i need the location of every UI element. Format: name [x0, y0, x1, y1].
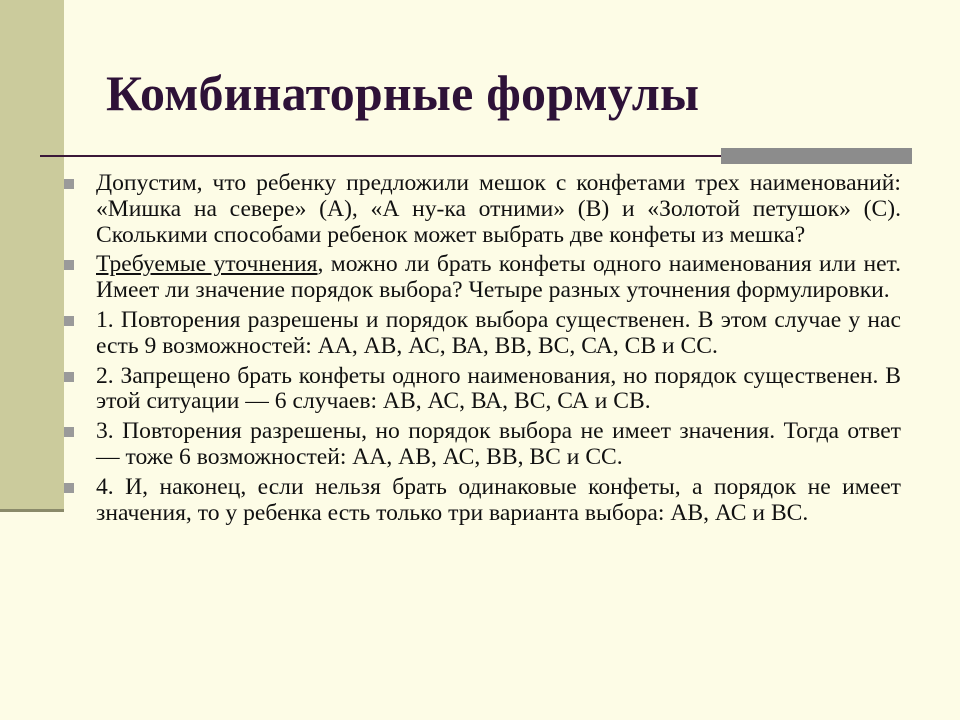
left-band-edge [0, 509, 64, 512]
square-bullet-icon [64, 260, 74, 270]
slide-title: Комбинаторные формулы [106, 65, 700, 121]
title-accent-bar [721, 148, 912, 164]
bullet-text: 3. Повторения разрешены, но порядок выбора не имеет значения. Тогда ответ — тоже 6 возможностей: АА, АВ, АС, ВВ, ВС и СС. [96, 418, 901, 470]
bullet-text: 4. И, наконец, если нельзя брать одинаковые конфеты, а порядок не имеет значения, то у ребенка есть только три варианта выбора: АВ, АС и ВС. [96, 473, 901, 526]
bullet-text: , можно ли брать конфеты одного наименования или нет. Имеет ли значение порядок выбора? Четыре разных уточнения формулировки. [96, 251, 901, 304]
bullet-item-case-4 [64, 475, 901, 527]
bullet-item-clarifications [64, 252, 901, 304]
square-bullet-icon [64, 316, 74, 326]
square-bullet-icon [64, 372, 74, 382]
underlined-term: Требуемые уточнения [96, 251, 318, 278]
bullet-text: Допустим, что ребенку предложили мешок с конфетами трех наименований: «Мишка на севере» (А), «А ну-ка отними» (В) и «Золотой петушок» (С). Сколькими способами ребенок может выбрать две конфеты из мешка? [96, 170, 901, 248]
bullet-text: 1. Повторения разрешены и порядок выбора существенен. В этом случае у нас есть 9 возможностей: АА, АВ, АС, ВА, ВВ, ВС, СА, СВ и СС. [96, 306, 901, 359]
bullet-text: 2. Запрещено брать конфеты одного наименования, но порядок существенен. В этой ситуации — 6 случаев: АВ, АС, ВА, ВС, СА и СВ. [96, 362, 901, 415]
square-bullet-icon [64, 427, 74, 437]
bullet-item-intro [64, 171, 901, 248]
bullet-item-case-3 [64, 419, 901, 471]
bullet-list [64, 171, 901, 530]
square-bullet-icon [64, 483, 74, 493]
bullet-item-case-1 [64, 308, 901, 360]
left-decor-band [0, 0, 64, 512]
bullet-item-case-2 [64, 364, 901, 416]
square-bullet-icon [64, 179, 74, 189]
